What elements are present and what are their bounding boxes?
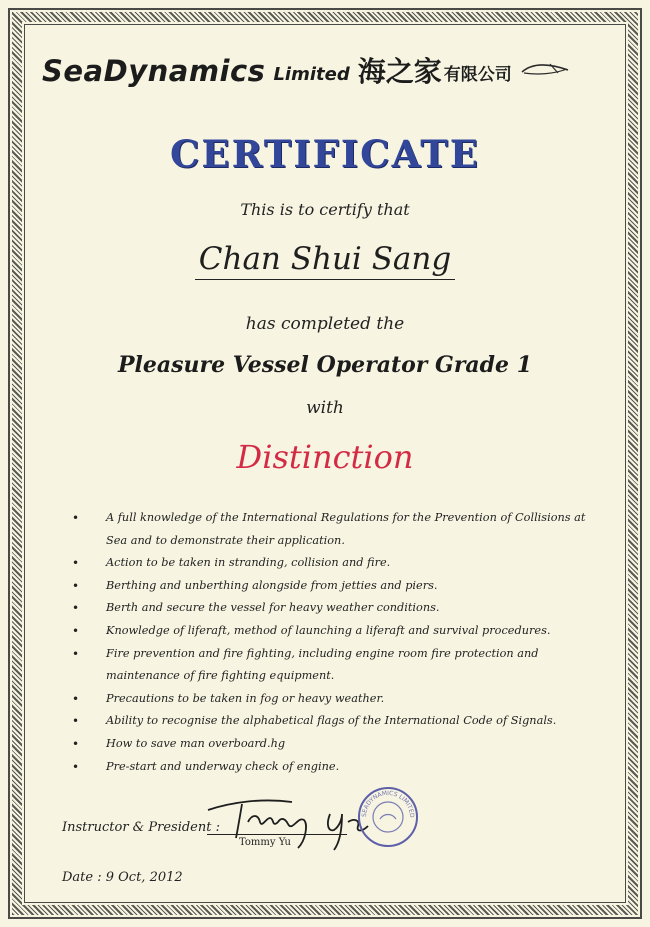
brand-suffix: Limited: [273, 64, 350, 85]
issue-date: Date : 9 Oct, 2012: [62, 870, 183, 885]
brand-chinese-suffix: 有限公司: [443, 65, 512, 85]
list-item: • Fire prevention and fire fighting, including engine room fire protection and maintenance of fire fighting equipment.: [68, 643, 588, 688]
signature-label: Instructor & President :: [62, 820, 220, 835]
list-item: • Ability to recognise the alphabetical flags of the International Code of Signals.: [68, 710, 588, 733]
list-item: • Knowledge of liferaft, method of launching a liferaft and survival procedures.: [68, 620, 588, 643]
brand-name: SeaDynamics: [42, 54, 266, 88]
list-item: • Pre-start and underway check of engine.: [68, 756, 588, 779]
list-item: • Berth and secure the vessel for heavy weather conditions.: [68, 597, 588, 620]
company-header: [42, 46, 612, 86]
recipient-name-wrap: [0, 240, 650, 280]
grade-text: Distinction: [236, 438, 414, 476]
signature-line: [207, 834, 347, 835]
course-name: Pleasure Vessel Operator Grade 1: [117, 352, 533, 378]
list-item: • Precautions to be taken in fog or heavy weather.: [68, 688, 588, 711]
list-item: • How to save man overboard.hg: [68, 733, 588, 756]
completed-text: has completed the: [245, 314, 405, 334]
list-item: • A full knowledge of the International Regulations for the Prevention of Collisions at Sea and to demonstrate their application.: [68, 507, 588, 552]
company-seal: [356, 785, 420, 854]
recipient-name: Chan Shui Sang: [195, 240, 455, 280]
signer-name: Tommy Yu: [239, 837, 291, 848]
with-text: with: [306, 398, 344, 418]
list-item: • Berthing and unberthing alongside from jetties and piers.: [68, 575, 588, 598]
competency-list: [68, 507, 588, 778]
certify-text: This is to certify that: [240, 200, 410, 219]
boat-swoosh-icon: [520, 61, 570, 86]
certificate-title: CERTIFICATE: [169, 132, 481, 176]
svg-text:SEADYNAMICS LIMITED: SEADYNAMICS LIMITED: [360, 789, 416, 818]
list-item: • Action to be taken in stranding, collision and fire.: [68, 552, 588, 575]
brand-chinese-name: 海之家: [357, 55, 442, 88]
